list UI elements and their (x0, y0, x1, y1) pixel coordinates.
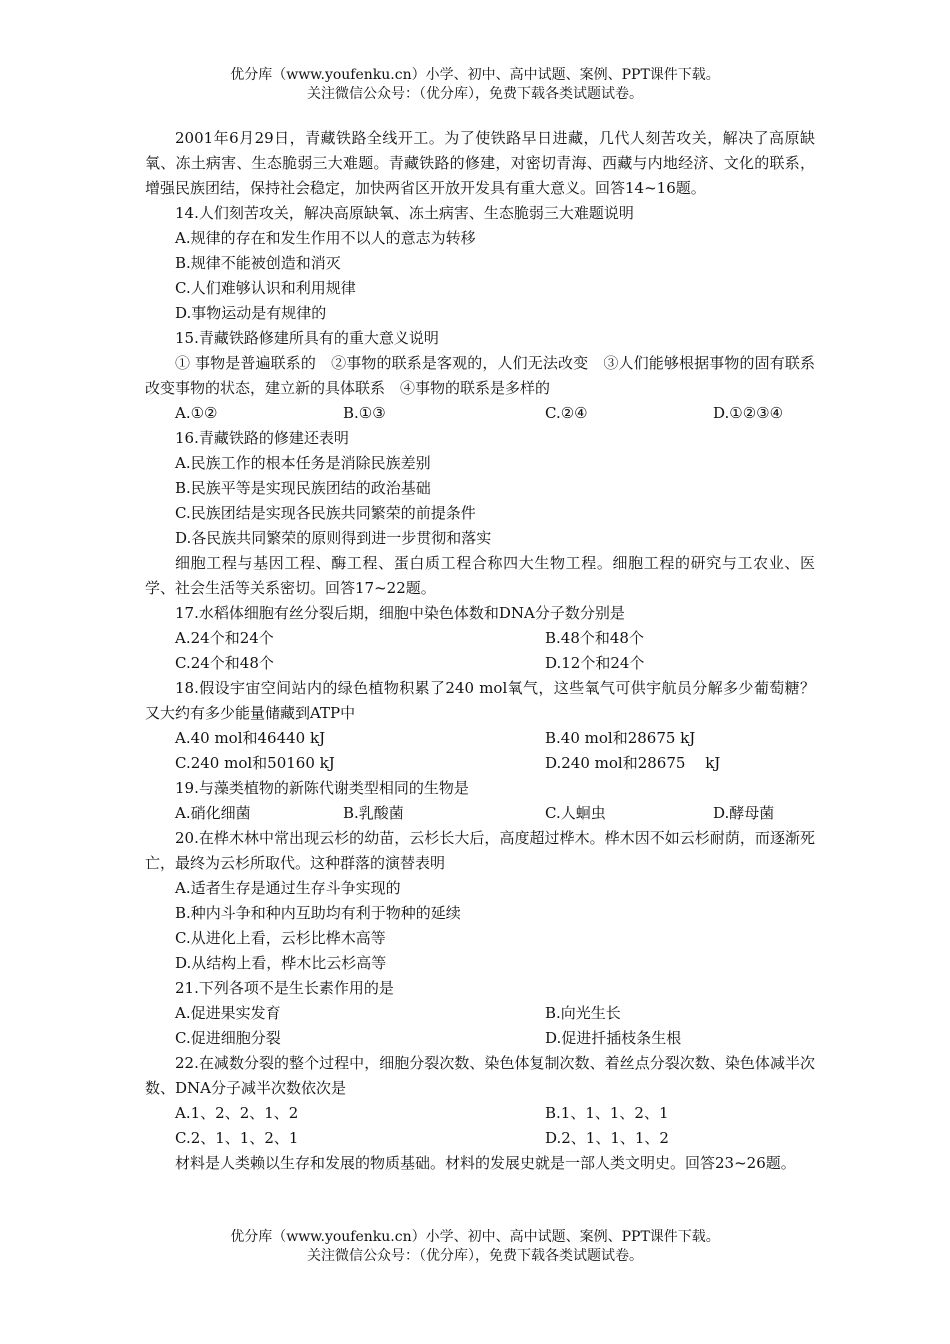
question-15-stem: 15.青藏铁路修建所具有的重大意义说明 (175, 329, 439, 347)
question-20-stem: 20.在桦木林中常出现云杉的幼苗，云杉长大后，高度超过桦木。桦木因不如云杉耐荫，而逐渐死亡，最终为云杉所取代。这种群落的演替表明 (145, 829, 815, 872)
q19-option-b: B.乳酸菌 (343, 804, 404, 822)
question-19-stem: 19.与藻类植物的新陈代谢类型相同的生物是 (175, 779, 469, 797)
q19-option-c: C.人蛔虫 (545, 804, 606, 822)
q14-option-b: B.规律不能被创造和消灭 (175, 254, 341, 272)
q15-option-c: C.②④ (545, 404, 588, 422)
q22-option-d: D.2、1、1、1、2 (545, 1129, 669, 1147)
q19-option-d: D.酵母菌 (713, 804, 775, 822)
q21-option-d: D.促进扦插枝条生根 (545, 1029, 682, 1047)
intro-passage-qinghai-tibet: 2001年6月29日，青藏铁路全线开工。为了使铁路早日进藏，几代人刻苦攻关，解决了高原缺氧、冻土病害、生态脆弱三大难题。青藏铁路的修建，对密切青海、西藏与内地经济、文化的联系，增强民族团结，保持社会稳定，加快两省区开放开发具有重大意义。回答14~16题。 (145, 129, 815, 197)
q18-option-c: C.240 mol和50160 kJ (175, 754, 335, 772)
q15-option-d: D.①②③④ (713, 404, 784, 422)
q16-option-a: A.民族工作的根本任务是消除民族差别 (175, 454, 431, 472)
q18-option-a: A.40 mol和46440 kJ (175, 729, 326, 747)
question-16-stem: 16.青藏铁路的修建还表明 (175, 429, 349, 447)
q21-option-a: A.促进果实发育 (175, 1004, 281, 1022)
question-17-stem: 17.水稻体细胞有丝分裂后期，细胞中染色体数和DNA分子数分别是 (175, 604, 625, 622)
intro-passage-cell-engineering: 细胞工程与基因工程、酶工程、蛋白质工程合称四大生物工程。细胞工程的研究与工农业、医学、社会生活等关系密切。回答17~22题。 (145, 554, 815, 597)
q18-option-d: D.240 mol和28675 kJ (545, 754, 721, 772)
question-14-stem: 14.人们刻苦攻关，解决高原缺氧、冻土病害、生态脆弱三大难题说明 (175, 204, 634, 222)
q19-options-row (145, 801, 815, 826)
q15-options-row (145, 401, 815, 426)
document-body (145, 126, 815, 1176)
q22-option-a: A.1、2、2、1、2 (175, 1104, 299, 1122)
q14-option-a: A.规律的存在和发生作用不以人的意志为转移 (175, 229, 476, 247)
q21-options-row-1 (145, 1001, 815, 1026)
q17-options-row-2 (145, 651, 815, 676)
q14-option-d: D.事物运动是有规律的 (175, 304, 327, 322)
q21-option-c: C.促进细胞分裂 (175, 1029, 281, 1047)
q16-option-b: B.民族平等是实现民族团结的政治基础 (175, 479, 431, 497)
question-18-stem: 18.假设宇宙空间站内的绿色植物积累了240 mol氧气，这些氧气可供宇航员分解多少葡萄糖？又大约有多少能量储藏到ATP中 (145, 679, 815, 722)
q18-options-row-1 (145, 726, 815, 751)
question-21-stem: 21.下列各项不是生长素作用的是 (175, 979, 394, 997)
q21-options-row-2 (145, 1026, 815, 1051)
q18-option-b: B.40 mol和28675 kJ (545, 729, 696, 747)
q17-option-c: C.24个和48个 (175, 654, 274, 672)
q18-options-row-2 (145, 751, 815, 776)
q22-options-row-2 (145, 1126, 815, 1151)
q15-option-a: A.①② (175, 404, 218, 422)
intro-passage-materials: 材料是人类赖以生存和发展的物质基础。材料的发展史就是一部人类文明史。回答23~26题。 (175, 1154, 796, 1172)
q17-option-a: A.24个和24个 (175, 629, 274, 647)
q16-option-d: D.各民族共同繁荣的原则得到进一步贯彻和落实 (175, 529, 492, 547)
q15-option-b: B.①③ (343, 404, 386, 422)
q20-option-d: D.从结构上看，桦木比云杉高等 (175, 954, 387, 972)
q20-option-a: A.适者生存是通过生存斗争实现的 (175, 879, 401, 897)
footer-line-1: 优分库（www.youfenku.cn）小学、初中、高中试题、案例、PPT课件下载。 (230, 1229, 720, 1245)
header-line-1: 优分库（www.youfenku.cn）小学、初中、高中试题、案例、PPT课件下载。 (230, 67, 720, 83)
q14-option-c: C.人们难够认识和利用规律 (175, 279, 356, 297)
header-line-2: 关注微信公众号：（优分库），免费下载各类试题试卷。 (307, 86, 643, 102)
question-22-stem: 22.在减数分裂的整个过程中，细胞分裂次数、染色体复制次数、着丝点分裂次数、染色体减半次数、DNA分子减半次数依次是 (145, 1054, 815, 1097)
page-header (0, 66, 950, 104)
q17-option-d: D.12个和24个 (545, 654, 645, 672)
q17-option-b: B.48个和48个 (545, 629, 644, 647)
q20-option-b: B.种内斗争和种内互助均有利于物种的延续 (175, 904, 461, 922)
q17-options-row-1 (145, 626, 815, 651)
q20-option-c: C.从进化上看，云杉比桦木高等 (175, 929, 386, 947)
q22-options-row-1 (145, 1101, 815, 1126)
q15-statements: ① 事物是普遍联系的 ②事物的联系是客观的，人们无法改变 ③人们能够根据事物的固有联系改变事物的状态，建立新的具体联系 ④事物的联系是多样的 (145, 354, 815, 397)
q22-option-b: B.1、1、1、2、1 (545, 1104, 669, 1122)
page-footer (0, 1228, 950, 1266)
footer-line-2: 关注微信公众号：（优分库），免费下载各类试题试卷。 (307, 1248, 643, 1264)
q19-option-a: A.硝化细菌 (175, 804, 251, 822)
q16-option-c: C.民族团结是实现各民族共同繁荣的前提条件 (175, 504, 476, 522)
q22-option-c: C.2、1、1、2、1 (175, 1129, 299, 1147)
q21-option-b: B.向光生长 (545, 1004, 621, 1022)
